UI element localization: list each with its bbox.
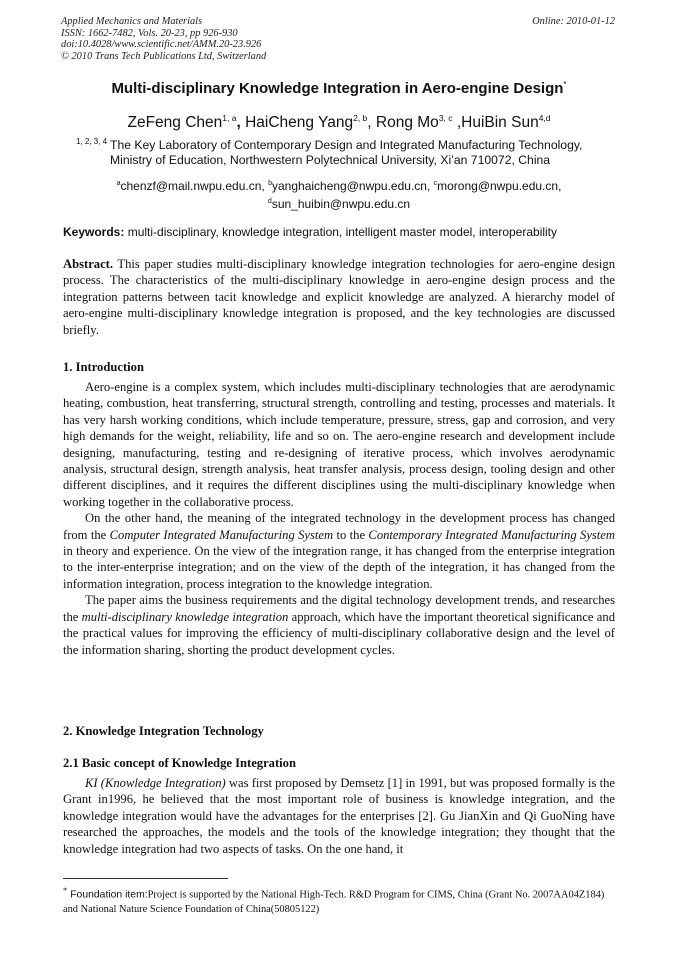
title-footnote-mark: * [563, 80, 567, 89]
section-heading: 2. Knowledge Integration Technology [63, 724, 264, 738]
author-name: ZeFeng Chen [127, 114, 223, 132]
section-body [63, 379, 615, 658]
footnote-divider [63, 878, 228, 879]
affiliation-line: The Key Laboratory of Contemporary Design and Integrated Manufacturing Technology, [110, 138, 583, 152]
paragraph: KI (Knowledge Integration) was first proposed by Demsetz [1] in 1991, but was proposed formally is the Grant in1996, he believed that the most important role of business is knowledge integration, and the knowledge integration would have the advantages for the enterprises [2]. Gu JianXin and Qi GuoNing have researched the approaches, the models and the tools of the knowledge integration; they thought that the knowledge integration had two aspects of tasks. On the one hand, it [63, 776, 615, 856]
journal-name: Applied Mechanics and Materials [61, 16, 203, 27]
email-address: yanghaicheng@nwpu.edu.cn [272, 179, 427, 193]
footnote-lead: Foundation item: [67, 889, 148, 901]
affiliation-marks: 1, 2, 3, 4 [76, 137, 108, 146]
journal-issn: ISSN: 1662-7482, Vols. 20-23, pp 926-930 [61, 27, 238, 39]
keywords [63, 225, 623, 239]
email-address: morong@nwpu.edu.cn [437, 179, 559, 193]
paper-title: Multi-disciplinary Knowledge Integration in Aero-engine Design* [111, 80, 567, 97]
author-name: HaiCheng Yang [245, 114, 354, 132]
paragraph: Aero-engine is a complex system, which includes multi-disciplinary technologies that are aerodynamic heating, combustion, heat transferring, structural strength, controlling and testing, processes and materials. It has very harsh working conditions, which include temperature, pressure, stress, gap and corrosion, and very high demands for the weight, reliability, life and so on. The aero-engine research and development include designing, manufacturing, testing and re-designing of iterative process, which involves aerodynamic analysis, structural design, strength analysis, heat transfer analysis, process design, tooling design and other different disciplines, and it requires the different disciplines using the multi-disciplinary knowledge when working together in the collaborative process. [63, 380, 615, 509]
online-date: Online: 2010-01-12 [532, 16, 615, 27]
author-list: ZeFeng Chen$^{1, a}$, HaiCheng Yang$^{2, b}$, Rong Mo$^{3, c}$ ,HuiBin Sun$^{4,d}$ [127, 113, 551, 132]
keywords-text: multi-disciplinary, knowledge integration, intelligent master model, interoperability [127, 225, 558, 239]
author-emails: $^a$chenzf@mail.nwpu.edu.cn, $^b$yanghaicheng@nwpu.edu.cn, $^c$morong@nwpu.edu.cn, $^d$sun_huibin@nwpu.edu.cn [116, 179, 562, 211]
affiliation [110, 138, 630, 168]
paragraph: On the other hand, the meaning of the integrated technology in the development process has changed from the Computer Integrated Manufacturing System to the Contemporary Integrated Manufacturing System in theory and experience. On the view of the integration range, it has changed from the enterprise integration to the inter-enterprise integration; and on the view of the depth of the integration, it has changed from the information integration, process integration to the knowledge integration. [63, 511, 615, 591]
journal-doi: doi:10.4028/www.scientific.net/AMM.20-23.926 [61, 39, 262, 51]
subsection-heading: 2.1 Basic concept of Knowledge Integration [63, 756, 296, 770]
email-address: sun_huibin@nwpu.edu.cn [271, 197, 411, 211]
author-name: HuiBin Sun [461, 114, 539, 132]
paragraph: The paper aims the business requirements and the digital technology development trends, and researches the multi-disciplinary knowledge integration approach, which have the important theoretical significance and the practical values for improving the efficiency of multi-disciplinary collaborative design and the level of the information sharing, shorting the product development cycles. [63, 593, 615, 657]
keywords-label: Keywords: [63, 225, 125, 239]
section-heading: 1. Introduction [63, 360, 144, 374]
footnote-text: Project is supported by the National High-Tech. R&D Program for CIMS, China (Grant No. 2007AA04Z184) and National Nature Science Foundation of China(50805122) [63, 889, 605, 916]
author-name: Rong Mo [375, 114, 439, 132]
abstract-label: Abstract. [63, 257, 114, 271]
journal-copyright: © 2010 Trans Tech Publications Ltd, Switzerland [61, 50, 267, 62]
section-body [63, 775, 615, 857]
journal-header [61, 16, 266, 62]
email-address: chenzf@mail.nwpu.edu.cn [120, 179, 262, 193]
abstract-text: This paper studies multi-disciplinary knowledge integration technologies for aero-engine design process. The characteristics of the multi-disciplinary knowledge in aero-engine design process and the integration patterns between tacit knowledge and explicit knowledge are analyzed. A hierarchy model of aero-engine multi-disciplinary knowledge integration is proposed, and the key technologies are discussed briefly. [63, 257, 615, 337]
affiliation-line: Ministry of Education, Northwestern Polytechnical University, Xi’an 710072, China [110, 153, 551, 167]
footnote: * Foundation item:Project is supported by the National High-Tech. R&D Program for CIMS, China (Grant No. 2007AA04Z184) and National Nature Science Foundation of China(50805122) [63, 885, 605, 916]
abstract [63, 256, 615, 338]
